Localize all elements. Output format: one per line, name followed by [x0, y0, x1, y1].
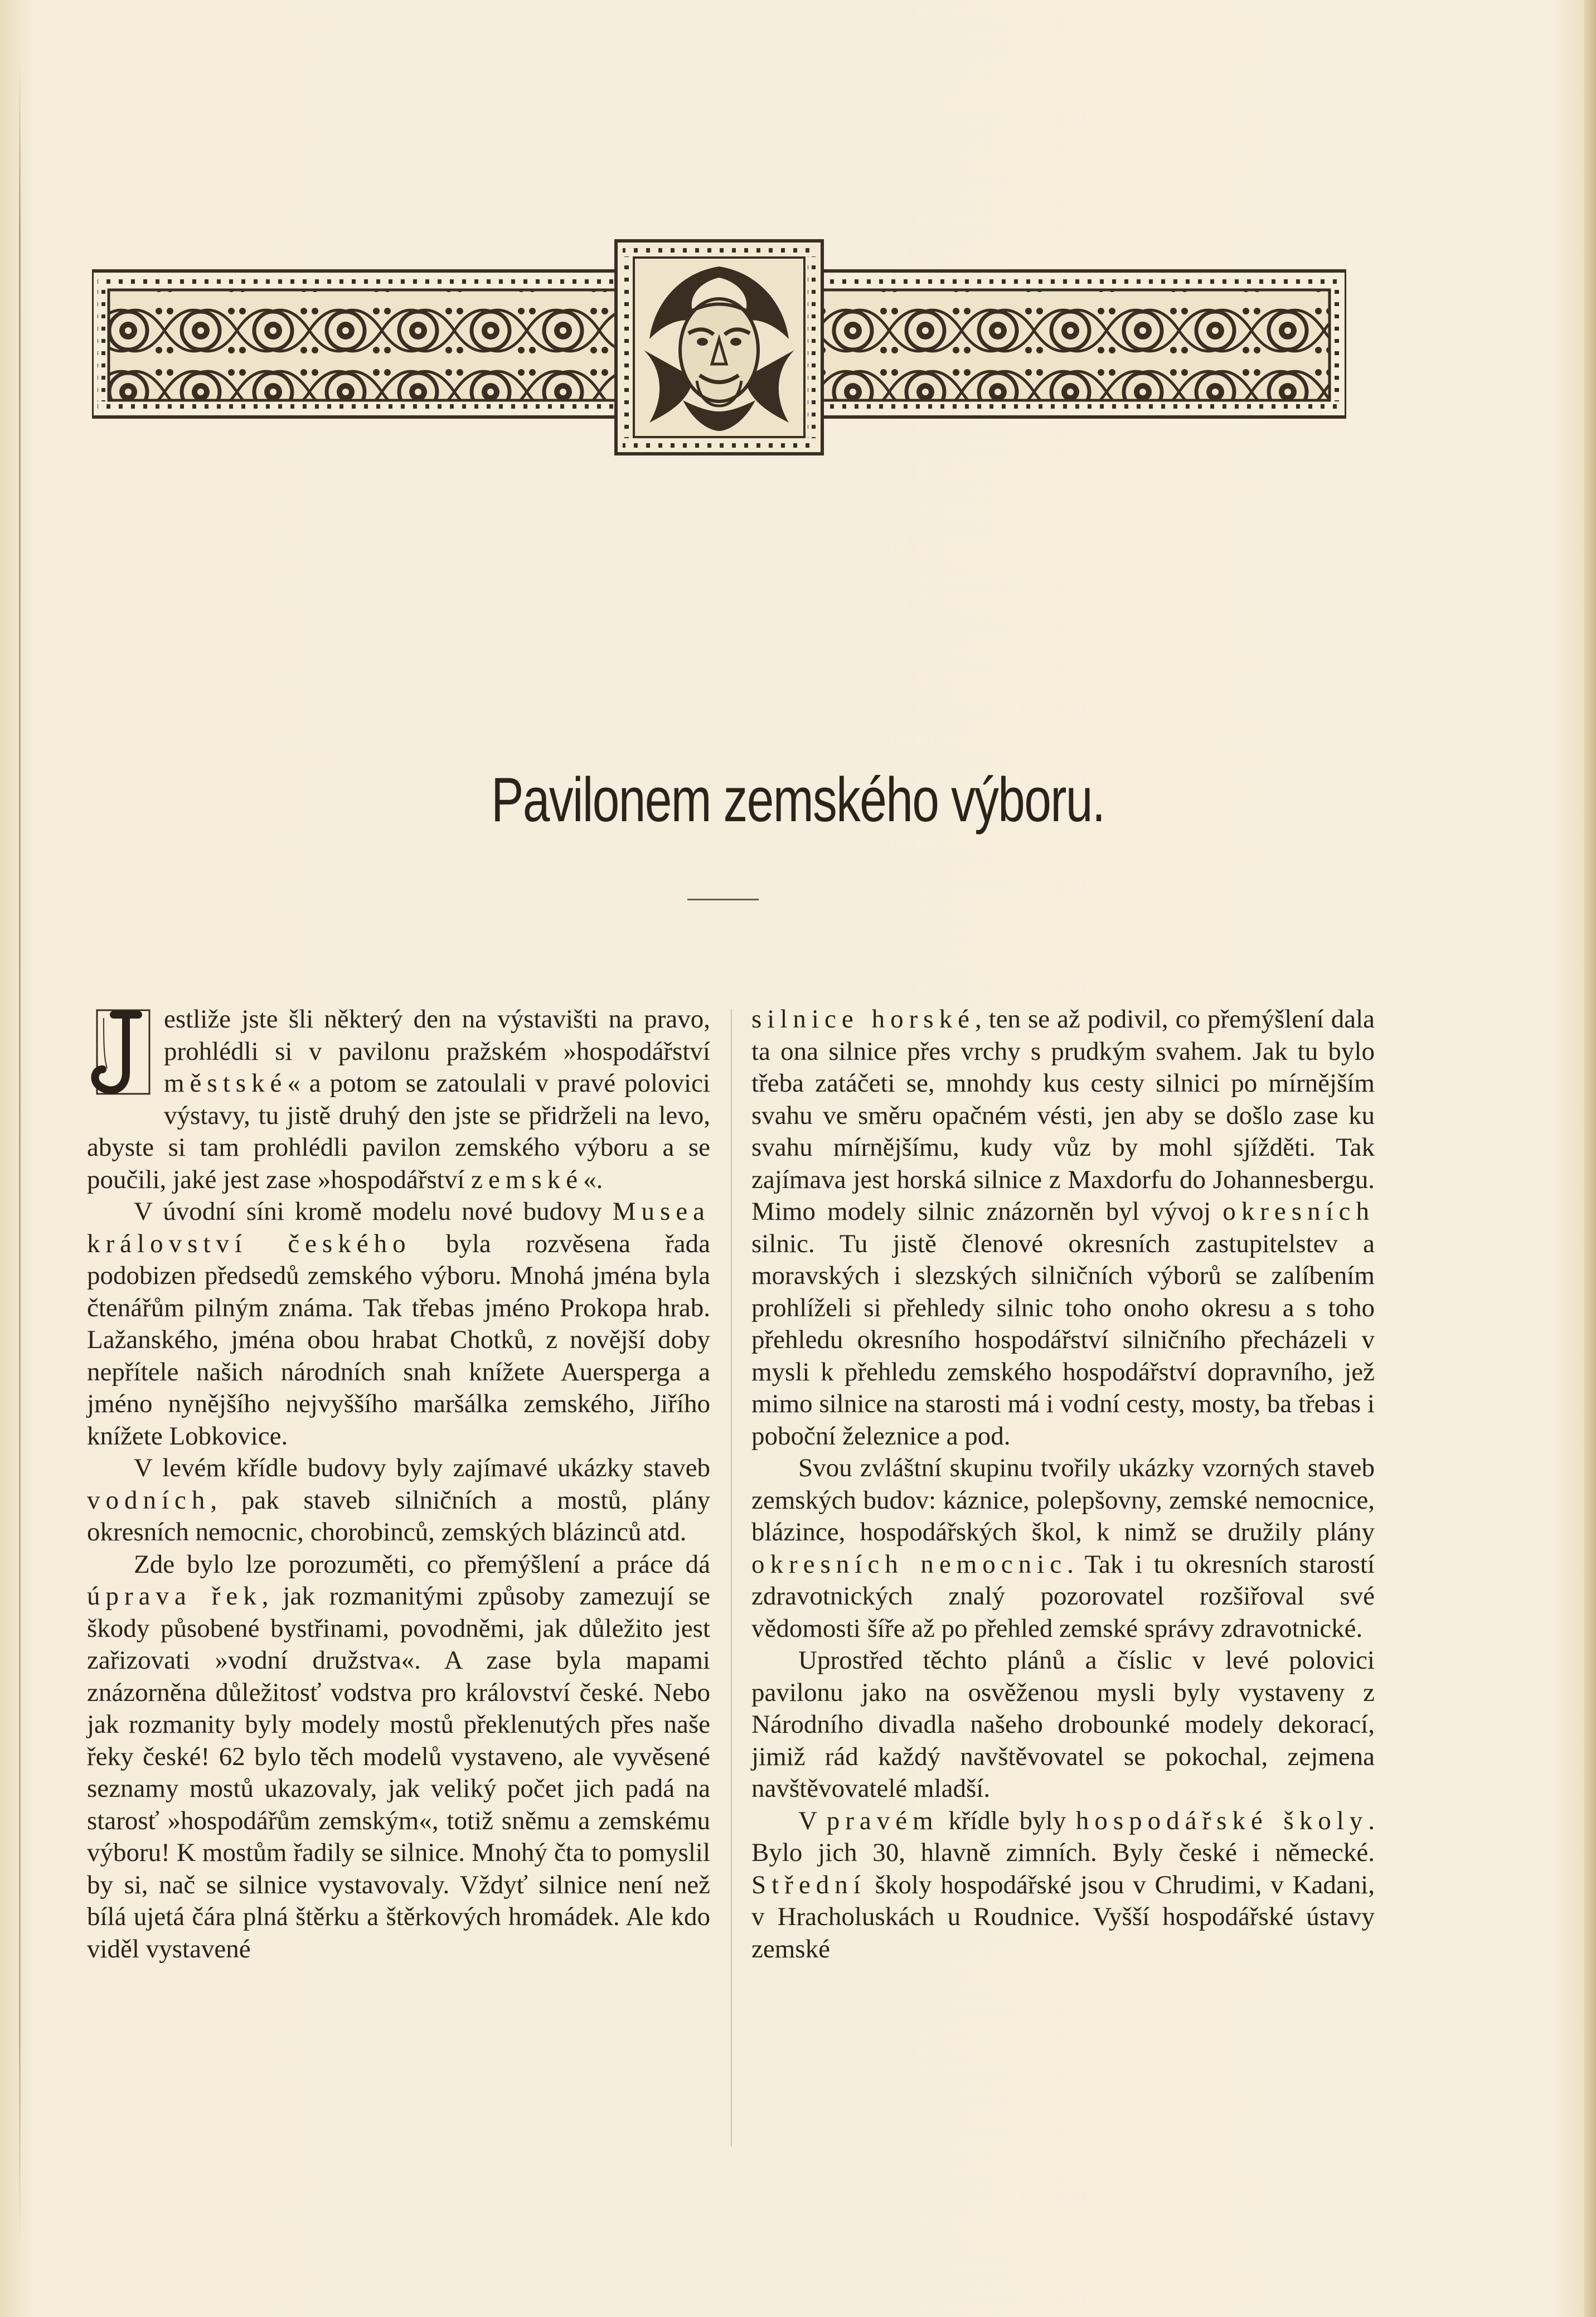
emphasis-text: Musea království českého [87, 1197, 710, 1258]
paragraph [87, 1452, 710, 1549]
paragraph-text: V levém křídle budovy byly zajímavé ukázky staveb [134, 1453, 710, 1482]
foliate-mask-ornament-icon [92, 239, 1346, 456]
paragraph-text: . Tak i tu okresních starostí zdravotnických znalý pozorovatel rozšiřoval své vědomosti šíře až po přehled zemské správy zdravotnické. [751, 1549, 1375, 1643]
paragraph-text: křídle byly [938, 1806, 1076, 1835]
emphasis-text: městské [164, 1069, 288, 1098]
paragraph-text: estliže jste šli některý den na výstavišti na pravo, prohlédli si v pavilonu pražském »hospodářství [164, 1005, 710, 1066]
emphasis-text: vodních [87, 1485, 211, 1515]
emphasis-text: hospodářské školy [1075, 1806, 1369, 1835]
paragraph-text: « a potom se zatoulali v pravé polovici výstavy, tu jistě druhý den jste se přidrželi na levo, abyste si tam prohlédli pavilon zemského výboru a se poučili, jaké jest zase »hospodářství [87, 1069, 710, 1194]
paragraph [751, 1004, 1375, 1452]
emphasis-text: okresních nemocnic [751, 1549, 1068, 1579]
paragraph-text: V [798, 1806, 827, 1835]
column-divider [731, 1009, 732, 2146]
page-title: Pavilonem zemského výboru. [491, 765, 1105, 835]
right-column [751, 1004, 1375, 1965]
dropcap-j-icon [87, 1007, 153, 1101]
paragraph [87, 1004, 710, 1196]
emphasis-text: zemské [471, 1165, 584, 1194]
emphasis-text: silnice horské [751, 1005, 975, 1034]
page-edge [1584, 0, 1596, 2317]
binding-shadow [19, 67, 21, 2241]
paragraph-text: V úvodní síni kromě modelu nové budovy [134, 1197, 613, 1226]
paragraph-text: «. [583, 1165, 603, 1194]
paragraph [87, 1196, 710, 1452]
emphasis-text: okresních [1223, 1197, 1375, 1226]
emphasis-text: Střední [751, 1870, 866, 1899]
emphasis-text: úprava řek [87, 1582, 262, 1611]
paragraph-text: Svou zvláštní skupinu tvořily ukázky vzorných staveb zemských budov: káznice, polepšovny, zemské nemocnice, blázince, hospodářských škol, k nimž se družily plány [751, 1453, 1375, 1547]
paragraph [751, 1805, 1375, 1966]
title-divider [687, 899, 759, 900]
paragraph-text: Uprostřed těchto plánů a číslic v levé polovici pavilonu jako na osvěženou mysli byly vystaveny z Národního divadla našeho drobounké modely dekorací, jimiž rád každý navštěvovatel se pokochal, zejmena navštěvovatelé mladší. [751, 1646, 1375, 1803]
paragraph-text: , jak rozmanitými způsoby zamezují se škody působené bystřinami, povodněmi, jak důležito jest zařizovati »vodní družstva«. A zase byla mapami znázorněna důležitosť vodstva pro království české. Nebo jak rozmanity byly modely mostů překlenutých přes naše řeky české! 62 bylo těch modelů vystaveno, ale vyvěsené seznamy mostů ukazovaly, jak veliký počet jich padá na starosť »hospodářům zemským«, totiž sněmu a zemskému výboru! K mostům řadily se silnice. Mnohý čta to pomyslil by si, nač se silnice vystavovaly. Vždyť silnice není než bílá ujetá čára plná štěrku a štěrkových hromádek. Ale kdo viděl vystavené [87, 1582, 710, 1964]
paragraph-text: školy hospodářské jsou v Chrudimi, v Kadani, v Hracholuskách u Roudnice. Vyšší hospodářské ústavy zemské [751, 1870, 1375, 1964]
paragraph-text: , pak staveb silničních a mostů, plány okresních nemocnic, chorobinců, zemských blázinců atd. [87, 1485, 710, 1547]
paragraph-text: , ten se až podivil, co přemýšlení dala ta ona silnice přes vrchy s prudkým svahem. Jak tu bylo třeba zatáčeti se, mnohdy kus cesty silnici po mírnějším svahu ve směru opačném vésti, jen aby se došlo zase ku svahu mírnějšímu, kudy vůz by mohl sjížděti. Tak zajímava jest horská silnice z Maxdorfu do Johannesbergu. Mimo modely silnic znázorněn byl vývoj [751, 1005, 1375, 1226]
paragraph-text: byla rozvěsena řada podobizen předsedů zemského výboru. Mnohá jména byla čtenářům pilným známa. Tak třebas jméno Prokopa hrab. Lažanského, jména obou hrabat Chotků, z novější doby nepřítele našich národních snah knížete Auersperga a jméno nynějšího nejvyššího maršálka zemského, Jiřího knížete Lobkovice. [87, 1229, 710, 1451]
paragraph [87, 1549, 710, 1966]
paragraph-text: Zde bylo lze porozuměti, co přemýšlení a práce dá [134, 1549, 710, 1579]
paragraph-text: . Bylo jich 30, hlavně zimních. Byly české i německé. [751, 1806, 1375, 1867]
paragraph [751, 1645, 1375, 1805]
left-column [87, 1004, 710, 1965]
paragraph [751, 1452, 1375, 1645]
emphasis-text: pravém [826, 1806, 939, 1835]
paragraph-text: silnic. Tu jistě členové okresních zastupitelstev a moravských i slezských silničních výborů se zalíbením prohlíželi si přehledy silnic toho onoho okresu a s toho přehledu okresního hospodářství silničního přecházeli v mysli k přehledu zemského hospodářství dopravního, jež mimo silnice na starosti má i vodní cesty, mosty, ba třebas i poboční železnice a pod. [751, 1229, 1375, 1451]
